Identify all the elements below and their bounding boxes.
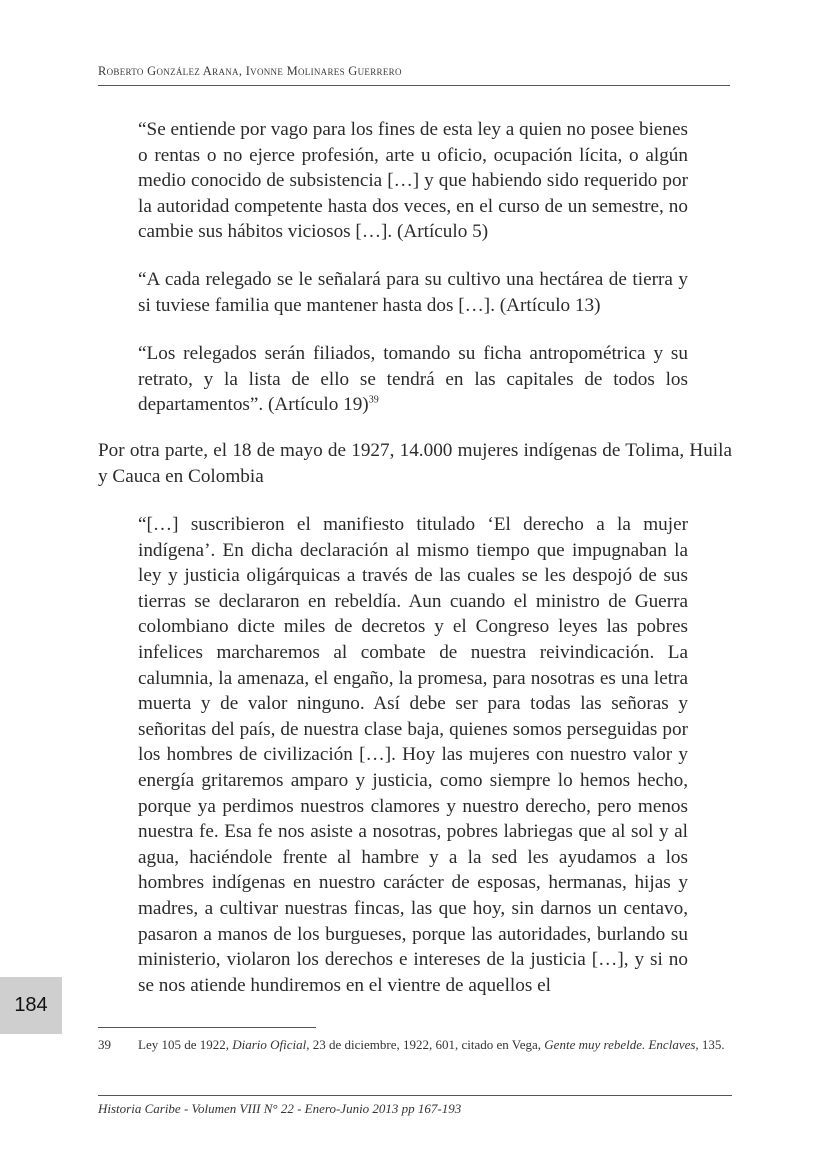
quote-body: “Los relegados serán filiados, tomando su ficha antropométrica y su retrato, y la lista de ello se tendrá en las capitales de todos los departamentos”. (Artículo 19) (138, 343, 688, 416)
footer-divider (98, 1095, 732, 1096)
footnote-italic-title: Gente muy rebelde. Enclaves, (544, 1037, 699, 1052)
footnote-italic-title: Diario Oficial (232, 1037, 307, 1052)
footnote-text-part: , 23 de diciembre, 1922, 601, citado en Vega, (306, 1037, 545, 1052)
page-number-tab (0, 977, 62, 1034)
running-head: Roberto González Arana, Ivonne Molinares Guerrero (98, 64, 730, 86)
quote-text: “A cada relegado se le señalará para su cultivo una hectárea de tierra y si tuviese familia que mantener hasta dos […]. (Artículo 13) (138, 269, 688, 316)
footnote-text-part: 135. (698, 1037, 725, 1052)
page-number: 184 (14, 994, 48, 1016)
block-quote-article-5 (138, 117, 688, 245)
footnote-text-part: Ley 105 de 1922, (138, 1037, 233, 1052)
block-quote-article-13 (138, 267, 688, 318)
footnote-divider (98, 1027, 316, 1028)
body-paragraph (98, 438, 732, 489)
footnote-number: 39 (98, 1037, 111, 1052)
footnote (98, 1036, 732, 1053)
block-quote-article-19 (138, 341, 688, 418)
quote-text (138, 341, 688, 418)
footnote-text (138, 1036, 732, 1053)
footnote-reference: 39 (368, 394, 379, 406)
quote-text: “[…] suscribieron el manifiesto titulado ‘El derecho a la mujer indígena’. En dicha declaración al mismo tiempo que impugnaban la ley y justicia oligárquicas a través de las cuales se les despojó de sus tierras se declararon en rebeldía. Aun cuando el ministro de Guerra colombiano dicte miles de decretos y el Congreso leyes las pobres infelices marcharemos al combate de nuestra reivindicación. La calumnia, la amenaza, el engaño, la promesa, para nosotras es una letra muerta y de valor ninguno. Así debe ser para todas las señoras y señoritas del país, de nuestra clase baja, quienes somos perseguidas por los hombres de civilización […]. Hoy las mujeres con nuestro valor y energía gritaremos amparo y justicia, como siempre lo hemos hecho, porque ya perdimos nuestros clamores y nuestro derecho, pero menos nuestra fe. Esa fe nos asiste a nosotras, pobres labriegas que al sol y al agua, haciéndole frente al hambre y a la sed les ayudamos a los hombres indígenas en nuestro carácter de esposas, hermanas, hijas y madres, a cultivar nuestras fincas, las que hoy, sin darnos un centavo, pasaron a manos de los burgueses, porque las autoridades, burlando su ministerio, violaron los derechos e intereses de la justicia […], y si no se nos atiende hundiremos en el vientre de aquellos el (138, 514, 688, 996)
paragraph-text: Por otra parte, el 18 de mayo de 1927, 14.000 mujeres indígenas de Tolima, Huila y Cauca en Colombia (98, 440, 732, 487)
quote-text: “Se entiende por vago para los fines de esta ley a quien no posee bienes o rentas o no ejerce profesión, arte u oficio, ocupación lícita, o algún medio conocido de subsistencia […] y que habiendo sido requerido por la autoridad competente hasta dos veces, en el curso de un semestre, no cambie sus hábitos viciosos […]. (Artículo 5) (138, 119, 688, 243)
block-quote-manifesto (138, 512, 688, 998)
journal-footer: Historia Caribe - Volumen VIII N° 22 - Enero-Junio 2013 pp 167-193 (98, 1101, 462, 1116)
